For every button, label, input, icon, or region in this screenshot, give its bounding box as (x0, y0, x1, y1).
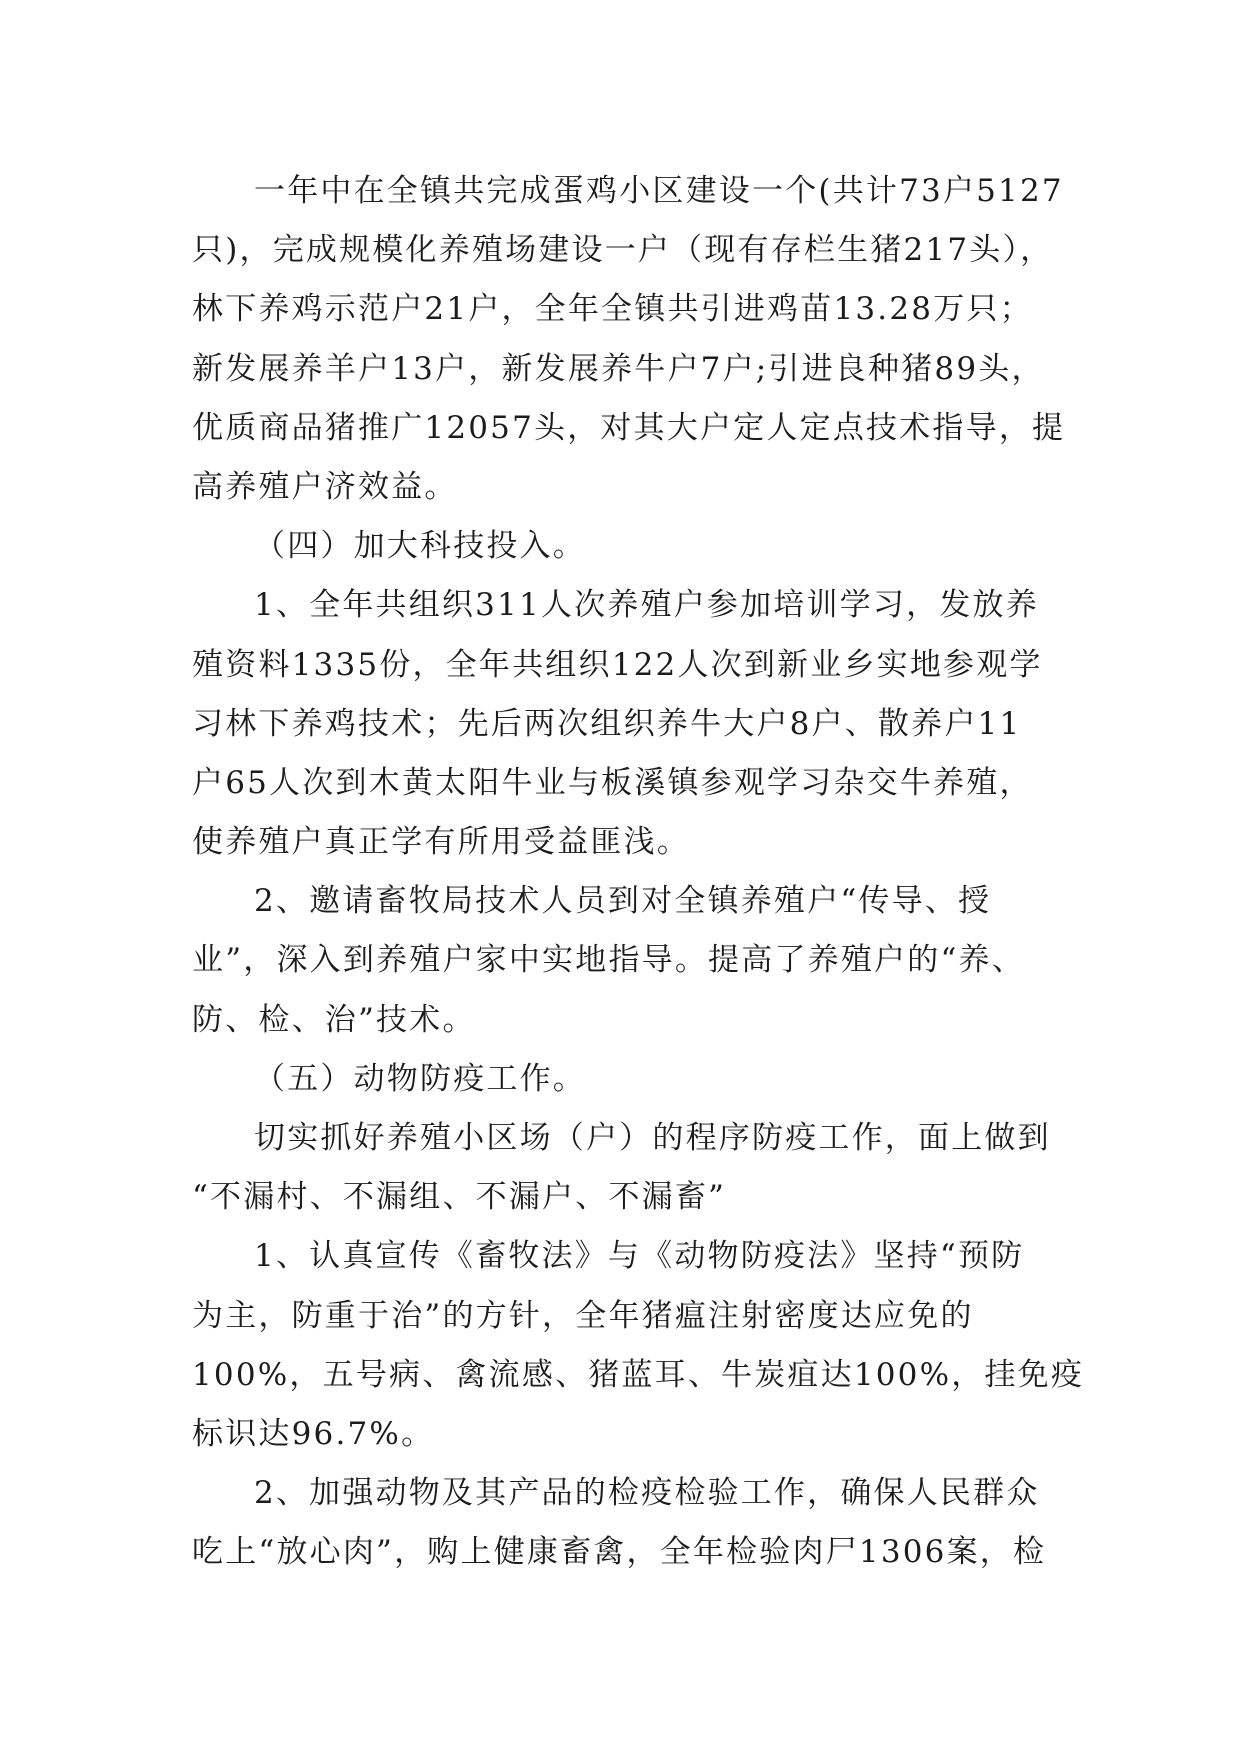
text-line: （五）动物防疫工作。 (254, 1060, 586, 1097)
text-line: 新发展养羊户13户，新发展养牛户7户;引进良种猪89头， (192, 350, 1045, 387)
text-line: 林下养鸡示范户21户，全年全镇共引进鸡苗13.28万只； (192, 291, 1033, 328)
text-line: 只)，完成规模化养殖场建设一户（现有存栏生猪217头）， (192, 232, 1054, 269)
text-line: 100%，五号病、禽流感、猪蓝耳、牛炭疽达100%，挂免疫 (192, 1356, 1085, 1393)
text-line: 习林下养鸡技术；先后两次组织养牛大户8户、散养户11 (192, 705, 1022, 742)
text-line: 吃上“放心肉”，购上健康畜禽，全年检验肉尸1306案，检 (192, 1534, 1047, 1571)
text-line: 优质商品猪推广12057头，对其大户定人定点技术指导，提 (192, 409, 1066, 446)
text-line: 1、认真宣传《畜牧法》与《动物防疫法》坚持“预防 (254, 1238, 1025, 1275)
text-line: 2、加强动物及其产品的检疫检验工作，确保人民群众 (254, 1475, 1040, 1512)
text-line: “不漏村、不漏组、不漏户、不漏畜” (192, 1179, 727, 1216)
text-line: 2、邀请畜牧局技术人员到对全镇养殖户“传导、授 (254, 883, 992, 920)
text-line: 切实抓好养殖小区场（户）的程序防疫工作，面上做到 (254, 1120, 1051, 1156)
text-line: 一年中在全镇共完成蛋鸡小区建设一个(共计73户5127 (254, 173, 1064, 209)
text-line: （四）加大科技投入。 (254, 528, 586, 565)
text-line: 业”，深入到养殖户家中实地指导。提高了养殖户的“养、 (192, 942, 1025, 979)
text-line: 高养殖户济效益。 (192, 468, 458, 505)
document-body (192, 162, 1085, 1583)
text-line: 使养殖户真正学有所用受益匪浅。 (192, 824, 690, 861)
text-line: 1、全年共组织311人次养殖户参加培训学习，发放养 (254, 587, 1039, 624)
text-line: 殖资料1335份，全年共组织122人次到新业乡实地参观学 (192, 646, 1043, 683)
text-line: 为主，防重于治”的方针，全年猪瘟注射密度达应免的 (192, 1297, 974, 1334)
text-line: 户65人次到木黄太阳牛业与板溪镇参观学习杂交牛养殖， (192, 764, 1033, 801)
text-line: 标识达96.7%。 (192, 1415, 435, 1452)
text-line: 防、检、治”技术。 (192, 1001, 476, 1038)
